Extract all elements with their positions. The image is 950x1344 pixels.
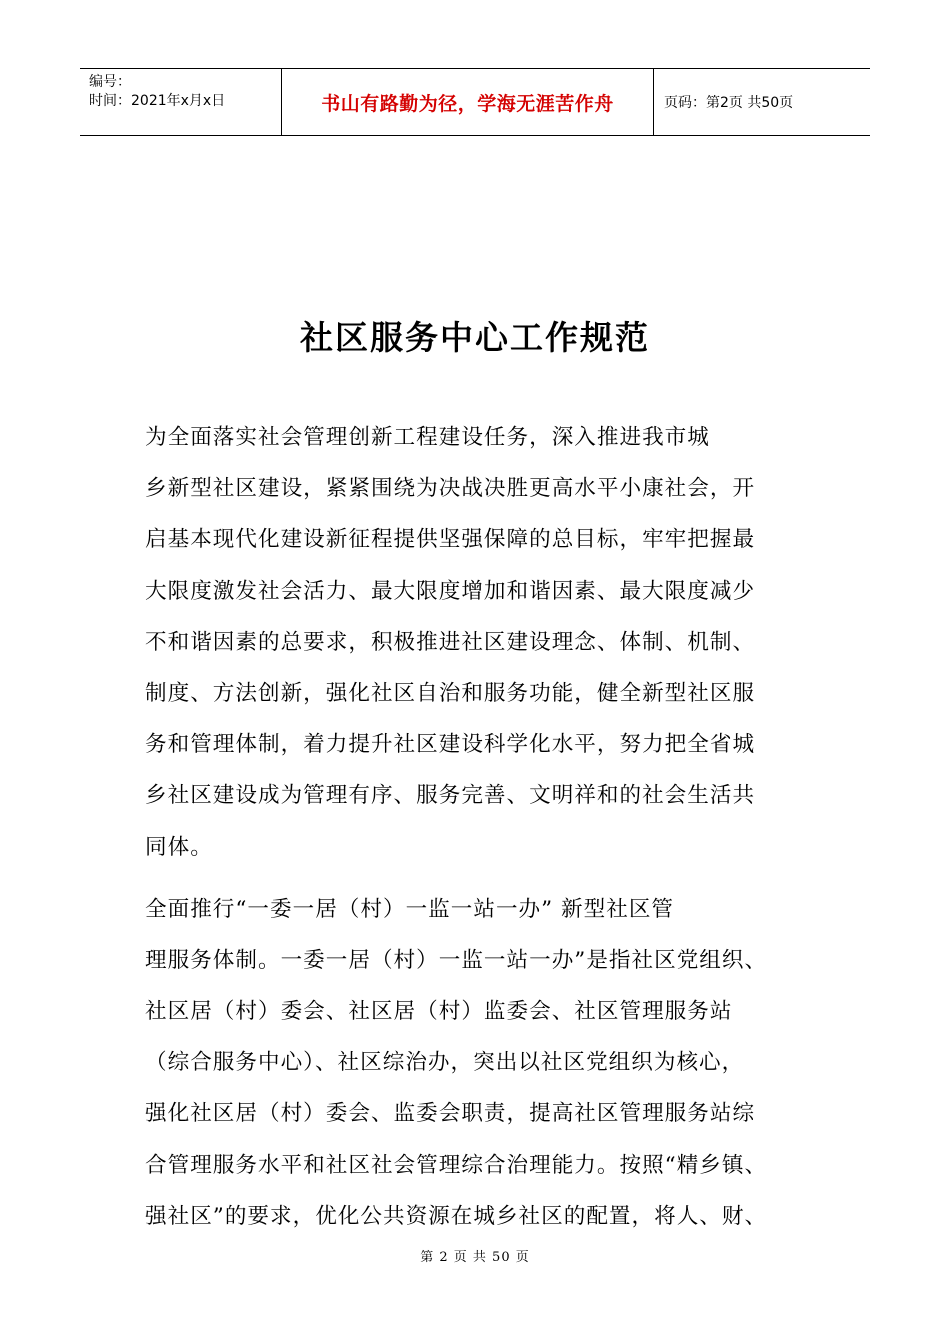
paragraph-line: 乡新型社区建设，紧紧围绕为决战决胜更高水平小康社会，开 (145, 476, 756, 502)
paragraph-line: 强社区”的要求，优化公共资源在城乡社区的配置，将人、财、 (145, 1203, 768, 1229)
paragraph-line: 乡社区建设成为管理有序、服务完善、文明祥和的社会生活共 (145, 783, 756, 809)
paragraph-line: 理服务体制。一委一居（村）一监一站一办”是指社区党组织、 (145, 947, 768, 973)
paragraph-line: 大限度激发社会活力、最大限度增加和谐因素、最大限度减少 (145, 578, 756, 604)
paragraph-line: 合管理服务水平和社区社会管理综合治理能力。按照“精乡镇、 (145, 1152, 768, 1178)
paragraph-line: （综合服务中心）、社区综治办，突出以社区党组织为核心， (145, 1050, 745, 1076)
paragraph-spacer (145, 873, 815, 884)
document-time-label: 时间：2021年x月x日 (89, 93, 226, 109)
paragraph (145, 884, 815, 1242)
document-number-label: 编号： (89, 74, 131, 90)
paragraph-line: 不和谐因素的总要求，积极推进社区建设理念、体制、机制、 (145, 629, 756, 655)
paragraph-line: 制度、方法创新，强化社区自治和服务功能，健全新型社区服 (145, 680, 756, 706)
header-table (80, 68, 870, 136)
header-motto-cell (282, 69, 654, 135)
paragraph-line: 强化社区居（村）委会、监委会职责，提高社区管理服务站综 (145, 1101, 756, 1127)
paragraph-line: 为全面落实社会管理创新工程建设任务，深入推进我市城 (145, 425, 710, 450)
paragraph-line: 社区居（村）委会、社区居（村）监委会、社区管理服务站 (145, 999, 733, 1025)
document-title: 社区服务中心工作规范 (300, 318, 650, 357)
document-body (145, 412, 815, 1242)
header-motto: 书山有路勤为径，学海无涯苦作舟 (321, 92, 614, 115)
paragraph-line: 全面推行“一委一居（村）一监一站一办” 新型社区管 (145, 896, 675, 922)
header-meta-cell (80, 69, 282, 135)
paragraph-line: 启基本现代化建设新征程提供坚强保障的总目标，牢牢把握最 (145, 527, 756, 553)
paragraph (145, 412, 815, 873)
header-page-info: 页码：第2页 共50页 (664, 95, 794, 111)
header-page-cell (654, 69, 870, 135)
paragraph-line: 务和管理体制，着力提升社区建设科学化水平，努力把全省城 (145, 732, 756, 758)
page-footer: 第 2 页 共 50 页 (420, 1250, 530, 1265)
paragraph-line: 同体。 (145, 834, 213, 860)
